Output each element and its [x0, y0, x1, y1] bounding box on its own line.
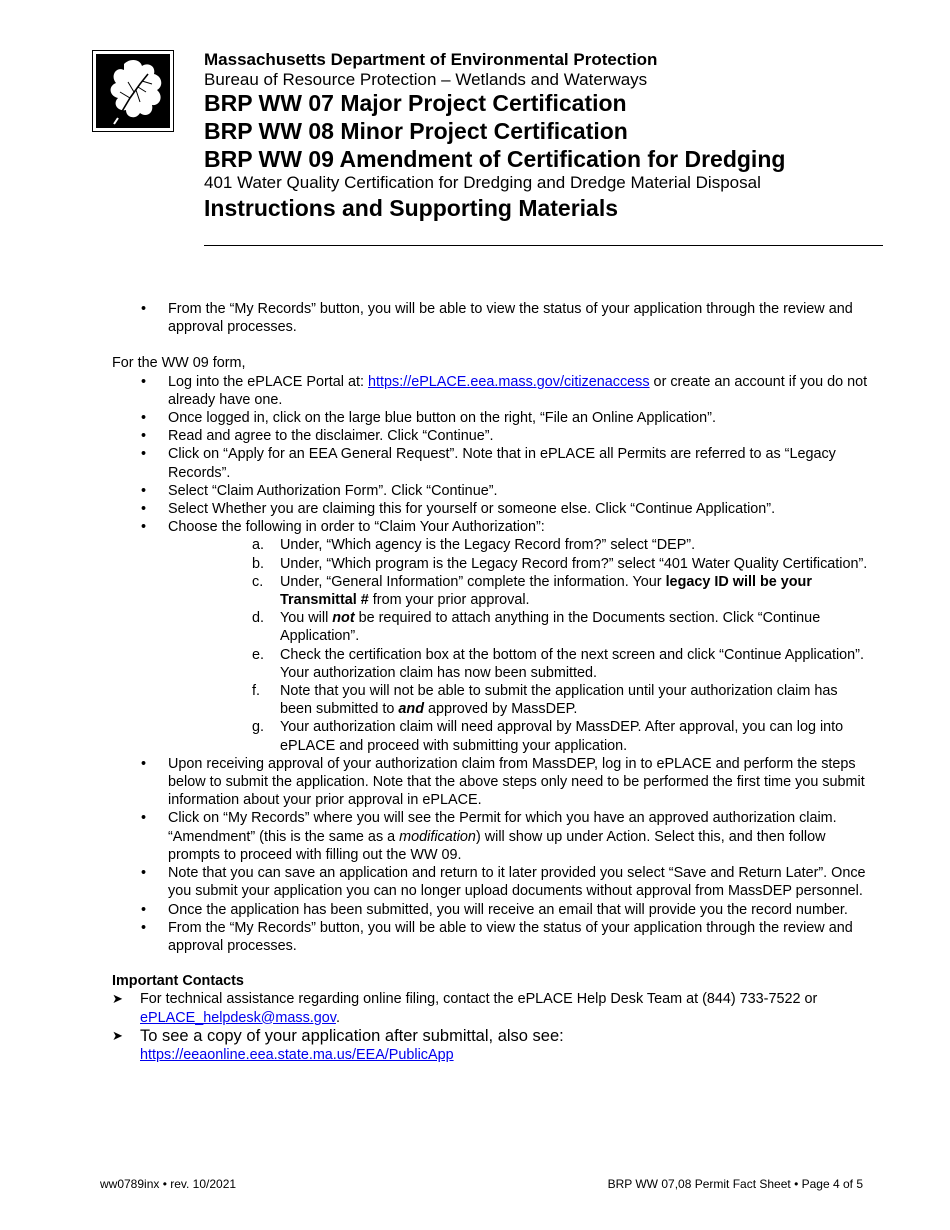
helpdesk-email-link[interactable]: ePLACE_helpdesk@mass.gov [140, 1009, 336, 1026]
list-item: • Once the application has been submitted, you will receive an email that will provide you the record number. [112, 901, 872, 919]
list-item: g. Your authorization claim will need approval by MassDEP. After approval, you can log into ePLACE and proceed with submitting your application. [168, 718, 872, 754]
form-title-ww07: BRP WW 07 Major Project Certification [204, 90, 627, 116]
footer-form-id: ww0789inx • rev. 10/2021 [100, 1177, 237, 1191]
arrow-bullet-icon: ➤ [112, 1027, 123, 1043]
oak-leaf-icon [96, 54, 170, 128]
main-content [112, 300, 872, 1064]
list-item: f. Note that you will not be able to submit the application until your authorization claim has been submitted to and approved by MassDEP. [168, 682, 872, 718]
bureau-name: Bureau of Resource Protection – Wetlands and Waterways [204, 70, 648, 89]
list-item: • Select “Claim Authorization Form”. Click “Continue”. [112, 482, 872, 500]
agency-name: Massachusetts Department of Environmental Protection [204, 50, 658, 69]
contacts-heading: Important Contacts [112, 973, 244, 990]
list-item: • Read and agree to the disclaimer. Click “Continue”. [112, 427, 872, 445]
arrow-bullet-icon: ➤ [112, 991, 123, 1007]
form-subtitle: 401 Water Quality Certification for Dredging and Dredge Material Disposal [204, 173, 761, 192]
ww09-steps-list [112, 373, 872, 956]
page-title: Instructions and Supporting Materials [204, 195, 619, 221]
list-item: a. Under, “Which agency is the Legacy Record from?” select “DEP”. [168, 536, 872, 554]
document-header [204, 50, 884, 223]
list-item: • Log into the ePLACE Portal at: https://ePLACE.eea.mass.gov/citizenaccess or create an account if you do not already have one. [112, 373, 872, 409]
list-item: e. Check the certification box at the bottom of the next screen and click “Continue Application”. Your authorization claim has now been submitted. [168, 646, 872, 682]
list-item: ➤ For technical assistance regarding online filing, contact the ePLACE Help Desk Team at (844) 733-7522 or ePLACE_helpdesk@mass.gov. [112, 991, 818, 1026]
claim-steps-list [168, 536, 872, 754]
massdep-logo [92, 50, 174, 132]
footer-page-number: BRP WW 07,08 Permit Fact Sheet • Page 4 of 5 [607, 1177, 863, 1191]
list-item: • Choose the following in order to “Claim Your Authorization”: a. Under, “Which agency is the Legacy Record from?” select “DEP”. b. Under, “Which program is the Legacy Record from?” select “401 Water Quality Certification”. c. Under, “General Information” complete the information. Your legacy ID will be your Transmittal # from your prior approval. d. You will not be required to attach anything in the Documents section. Click “Continue Application”. e. Check the certification box at the bottom of the next screen and click “Continue Application”. Your authorization claim has now been submitted. f. Note that you will not be able to submit the application until your authorization claim has been submitted to and approved by MassDEP. g. Your authorization claim will need approval by MassDEP. After approval, you can log into ePLACE and proceed with submitting your application. [112, 518, 872, 755]
public-app-link[interactable]: https://eeaonline.eea.state.ma.us/EEA/PublicApp [140, 1046, 454, 1063]
intro-list [112, 300, 872, 336]
form-title-ww08: BRP WW 08 Minor Project Certification [204, 118, 628, 144]
eplace-portal-link[interactable]: https://ePLACE.eea.mass.gov/citizenaccess [368, 373, 650, 390]
list-item: • Once logged in, click on the large blue button on the right, “File an Online Application”. [112, 409, 872, 427]
list-item: • Upon receiving approval of your authorization claim from MassDEP, log in to ePLACE and perform the steps below to submit the application. Note that the above steps only need to be performed the first time you submit information about your prior approval in ePLACE. [112, 755, 872, 810]
list-item: c. Under, “General Information” complete the information. Your legacy ID will be your Transmittal # from your prior approval. [168, 573, 872, 609]
form-title-ww09: BRP WW 09 Amendment of Certification for Dredging [204, 146, 786, 172]
list-item: • Click on “Apply for an EEA General Request”. Note that in ePLACE all Permits are referred to as “Legacy Records”. [112, 445, 872, 481]
list-item: • From the “My Records” button, you will be able to view the status of your application through the review and approval processes. [112, 919, 872, 955]
ww09-label: For the WW 09 form, [112, 355, 246, 372]
list-item: • Click on “My Records” where you will see the Permit for which you have an approved authorization claim. “Amendment” (this is the same as a modification) will show up under Action. Select this, and then follow prompts to proceed with filling out the WW 09. [112, 809, 872, 864]
list-item: • From the “My Records” button, you will be able to view the status of your application through the review and approval processes. [112, 300, 872, 336]
list-item: • Select Whether you are claiming this for yourself or someone else. Click “Continue Application”. [112, 500, 872, 518]
list-item: • Note that you can save an application and return to it later provided you select “Save and Return Later”. Once you submit your application you can no longer upload documents without approval from MassDEP personnel. [112, 864, 872, 900]
header-divider [204, 245, 883, 246]
list-item: d. You will not be required to attach anything in the Documents section. Click “Continue Application”. [168, 609, 872, 645]
list-item: b. Under, “Which program is the Legacy Record from?” select “401 Water Quality Certification”. [168, 555, 872, 573]
list-item: ➤ To see a copy of your application after submittal, also see: https://eeaonline.eea.state.ma.us/EEA/PublicApp [112, 1026, 564, 1063]
contacts-list [112, 990, 872, 1064]
